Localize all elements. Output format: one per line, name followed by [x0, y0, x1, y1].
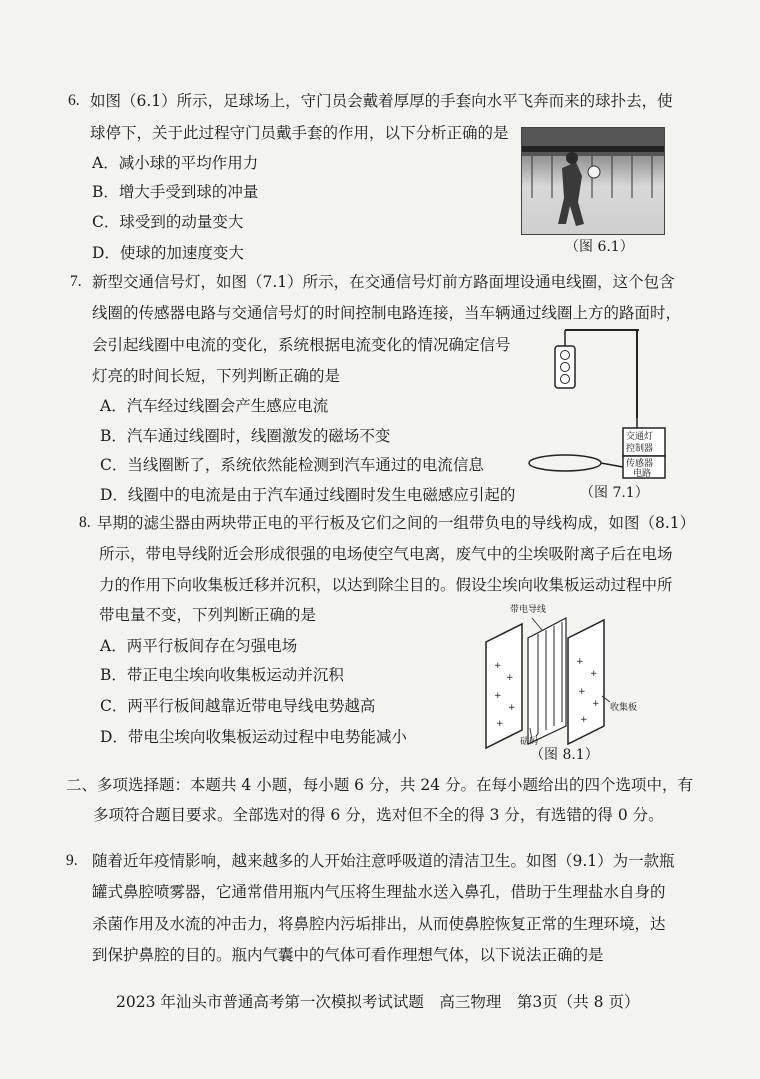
controller-label-2: 控制器	[626, 444, 654, 454]
svg-text:+: +	[576, 657, 584, 667]
svg-text:+: +	[496, 719, 504, 729]
left-collector-plate	[486, 624, 522, 748]
q8-stem-line4: 带电量不变，下列判断正确的是	[99, 606, 317, 624]
q9-stem-line3: 杀菌作用及水流的冲击力，将鼻腔内污垢排出，从而使鼻腔恢复正常的生理环境，达	[92, 915, 666, 933]
charged-wire-label: 带电导线	[510, 605, 547, 615]
q8-option-a: A．两平行板间存在匀强电场	[100, 637, 298, 655]
sensor-label-2: 电路	[633, 469, 652, 479]
q6-option-a: A．减小球的平均作用力	[92, 154, 259, 172]
q9-number: 9.	[66, 852, 78, 869]
road-coil	[529, 455, 601, 471]
page-footer: 2023 年汕头市普通高考第一次模拟考试试题 高三物理 第3页（共 8 页）	[116, 993, 640, 1011]
goalkeeper-photo	[521, 127, 665, 235]
q6-stem-line2: 球停下，关于此过程守门员戴手套的作用，以下分析正确的是	[90, 124, 509, 142]
wire-frame	[528, 618, 566, 744]
svg-text:+: +	[494, 691, 502, 701]
svg-text:+: +	[578, 687, 586, 697]
figure-8-1-caption: （图 8.1）	[530, 747, 599, 763]
q8-stem-line1: 早期的滤尘器由两块带正电的平行板及它们之间的一组带负电的导线构成，如图（8.1）	[97, 514, 696, 532]
controller-label-1: 交通灯	[626, 432, 654, 442]
weight-label: 砝码	[520, 737, 539, 747]
q8-option-c: C．两平行板间越靠近带电导线电势越高	[100, 697, 376, 715]
svg-text:+: +	[580, 715, 588, 725]
right-collector-plate	[568, 620, 604, 744]
q7-option-c: C．当线圈断了，系统依然能检测到汽车通过的电流信息	[100, 456, 484, 474]
svg-text:+: +	[506, 673, 514, 683]
section2-instructions-line2: 多项符合题目要求。全部选对的得 6 分，选对但不全的得 3 分，有选错的得 0 分。	[93, 806, 664, 824]
q8-stem-line3: 力的作用下向收集板迁移并沉积，以达到除尘目的。假设尘埃向收集板运动过程中所	[99, 576, 673, 594]
figure-6-1-caption: （图 6.1）	[565, 239, 634, 255]
dust-filter-diagram	[480, 598, 660, 748]
svg-text:+: +	[590, 669, 598, 679]
svg-text:+: +	[494, 661, 502, 671]
q7-option-d: D．线圈中的电流是由于汽车通过线圈时发生电磁感应引起的	[100, 486, 516, 504]
q7-stem-line1: 新型交通信号灯，如图（7.1）所示，在交通信号灯前方路面埋设通电线圈，这个包含	[92, 273, 675, 291]
q7-option-a: A．汽车经过线圈会产生感应电流	[100, 397, 329, 415]
q8-stem-line2: 所示，带电导线附近会形成很强的电场使空气电离，废气中的尘埃吸附离子后在电场	[99, 545, 673, 563]
figure-7-1-caption: （图 7.1）	[580, 485, 649, 501]
collector-plate-label: 收集板	[610, 703, 638, 713]
q6-number: 6.	[68, 92, 80, 109]
q6-option-b: B．增大手受到球的冲量	[92, 183, 259, 201]
traffic-light-diagram	[527, 322, 677, 482]
q7-option-b: B．汽车通过线圈时，线圈激发的磁场不变	[100, 427, 391, 445]
svg-text:+: +	[592, 699, 600, 709]
q7-number: 7.	[70, 273, 82, 290]
q7-stem-line2: 线圈的传感器电路与交通信号灯的时间控制电路连接，当车辆通过线圈上方的路面时，	[92, 304, 682, 322]
q9-stem-line1: 随着近年疫情影响，越来越多的人开始注意呼吸道的清洁卫生。如图（9.1）为一款瓶	[92, 852, 675, 870]
q9-stem-line2: 罐式鼻腔喷雾器，它通常借用瓶内气压将生理盐水送入鼻孔，借助于生理盐水自身的	[92, 883, 666, 901]
svg-text:+: +	[508, 703, 516, 713]
q7-stem-line4: 灯亮的时间长短，下列判断正确的是	[92, 367, 341, 385]
q8-option-d: D．带电尘埃向收集板运动过程中电势能减小	[100, 728, 407, 746]
q8-number: 8.	[79, 514, 91, 531]
goalkeeper-photo-drawing	[522, 128, 664, 234]
q8-option-b: B．带正电尘埃向收集板运动并沉积	[100, 666, 344, 684]
q6-option-c: C．球受到的动量变大	[92, 213, 244, 231]
sensor-label-1: 传感器	[626, 459, 654, 469]
q7-stem-line3: 会引起线圈中电流的变化，系统根据电流变化的情况确定信号	[92, 336, 511, 354]
section2-instructions-line1: 二、多项选择题：本题共 4 小题，每小题 6 分，共 24 分。在每小题给出的四个选项中，有	[66, 776, 694, 794]
q6-stem-line1: 如图（6.1）所示，足球场上，守门员会戴着厚厚的手套向水平飞奔而来的球扑去，使	[90, 92, 673, 110]
q6-option-d: D．使球的加速度变大	[92, 244, 244, 262]
q9-stem-line4: 到保护鼻腔的目的。瓶内气囊中的气体可看作理想气体，以下说法正确的是	[92, 946, 604, 964]
traffic-light-icon	[555, 346, 575, 388]
